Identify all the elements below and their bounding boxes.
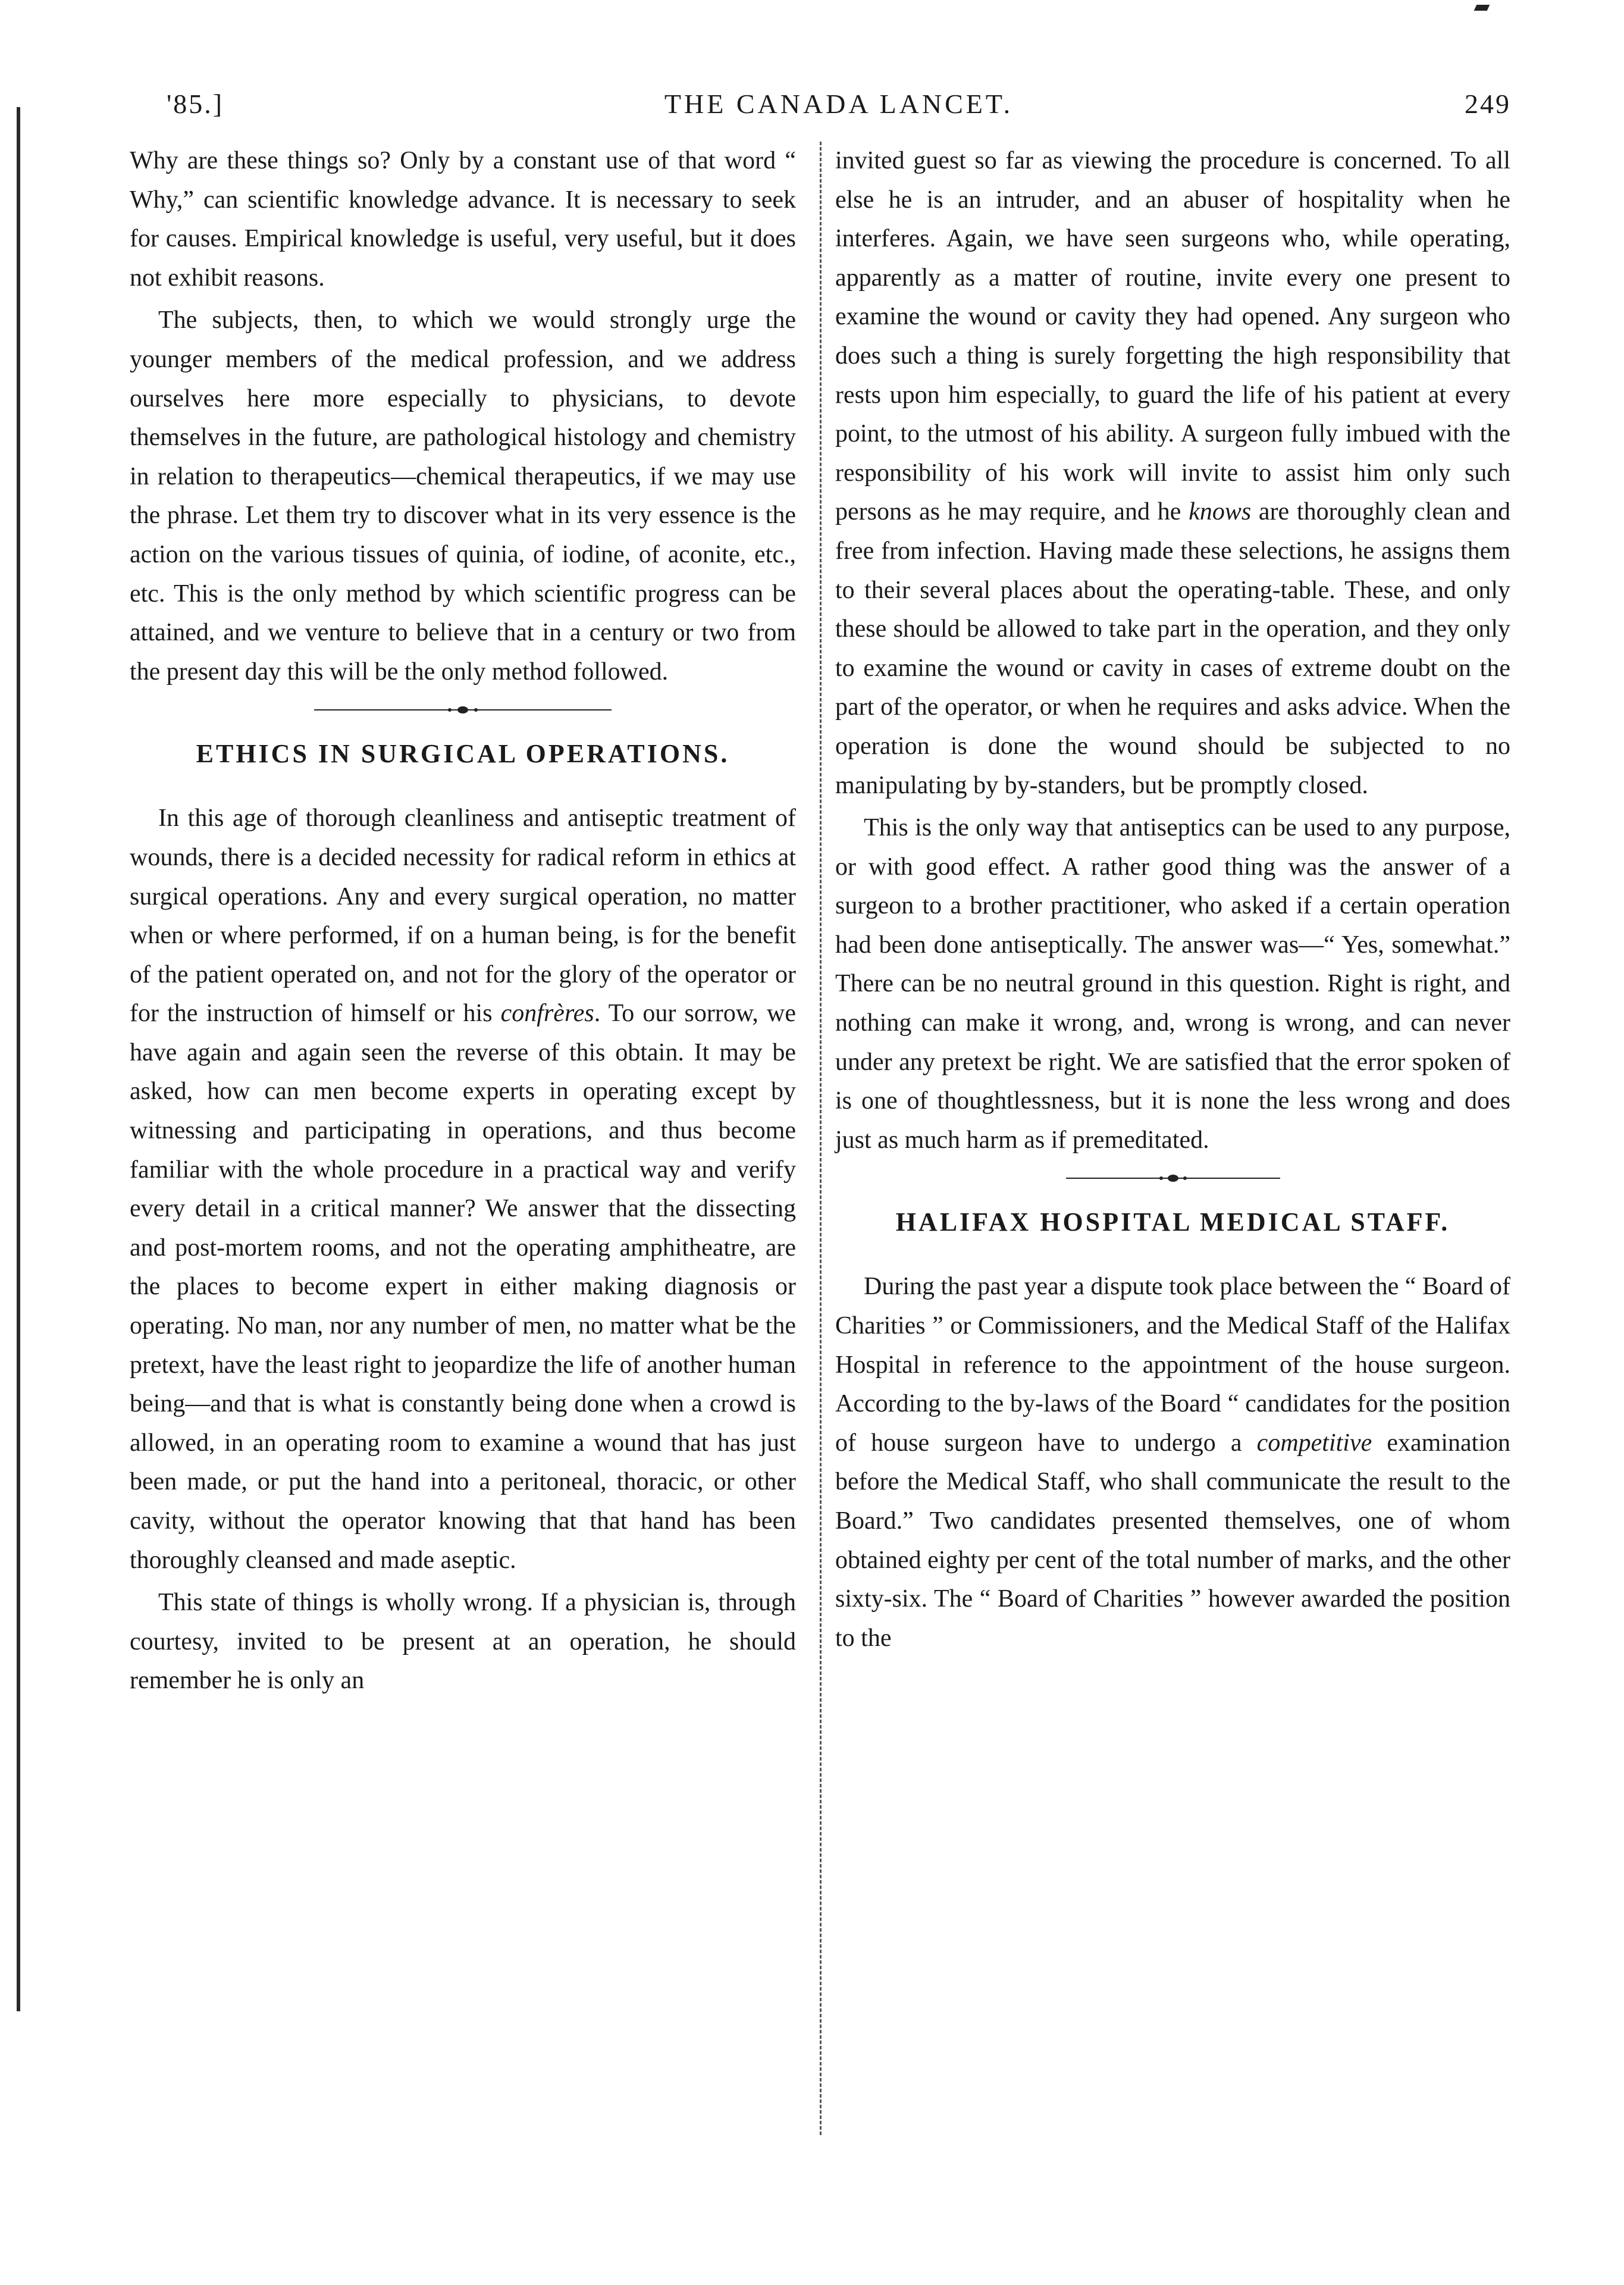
italic-text: competitive xyxy=(1256,1429,1372,1457)
scan-corner-mark xyxy=(1474,5,1490,11)
column-divider xyxy=(820,142,822,2135)
text-run: During the past year a dispute took place between the “ Board of Charities ” or Commissioners, and the Medical Staff of the Halifax Hospital in reference to the appointment of the house surgeon. According to the by-laws of the Board “ candidates for the position of house surgeon have to undergo a xyxy=(835,1273,1510,1457)
text-run: invited guest so far as viewing the procedure is concerned. To all else he is an intruder, and an abuser of hospitality when he interferes. Again, we have seen surgeons who, while operating, apparently as a matter of routine, invite every one present to examine the wound or cavity they had opened. Any surgeon who does such a thing is surely forgetting the high responsibility that rests upon him especially, to guard the life of his patient at every point, to the utmost of his ability. A surgeon fully imbued with the responsibility of his work will invite to assist him only such persons as he may require, and he xyxy=(835,147,1510,526)
paragraph xyxy=(130,799,796,1580)
text-run: In this age of thorough cleanliness and antiseptic treatment of wounds, there is a decided necessity for radical reform in ethics at surgical operations. Any and every surgical operation, no matter when or where performed, if on a human being, is for the benefit of the patient operated on, and not for the glory of the operator or for the instruction of himself or his xyxy=(130,805,796,1028)
section-ornament-rule xyxy=(130,695,796,734)
italic-text: knows xyxy=(1189,498,1252,526)
paragraph: The subjects, then, to which we would strongly urge the younger members of the medical profession, and we address ourselves here more especially to physicians, to devote themselves in the future, are pathological histology and chemistry in relation to therapeutics—chemical therapeutics, if we may use the phrase. Let them try to discover what in its very essence is the action on the various tissues of quinia, of iodine, of aconite, etc., etc. This is the only method by which scientific progress can be attained, and we venture to believe that in a century or two from the present day this will be the only method followed. xyxy=(130,306,796,686)
text-run: . To our sorrow, we have again and again seen the reverse of this obtain. It may be asked, how can men become experts in operating except by witnessing and participating in operations, and thus become familiar with the whole procedure in a practical way and verify every detail in a critical manner? We answer that the dissecting and post-mortem rooms, and not the operating amphitheatre, are the places to become expert in either making diagnosis or operating. No man, nor any number of men, no matter what be the pretext, have the least right to jeopardize the life of another human being—and that is what is constantly being done when a crowd is allowed, in an operating room to examine a wound that has just been made, or put the hand into a peritoneal, thoracic, or other cavity, without the operator knowing that that hand has been thoroughly cleansed and made aseptic. xyxy=(130,1000,797,1574)
section-heading: ETHICS IN SURGICAL OPERATIONS. xyxy=(196,739,730,769)
journal-title: THE CANADA LANCET. xyxy=(664,89,1014,119)
header-year: '85.] xyxy=(167,89,224,119)
text-run: are thoroughly clean and free from infection. Having made these selections, he assigns them to their several places about the operating-table. These, and only these should be allowed to take part in the operation, and they only to examine the wound or cavity in cases of extreme doubt on the part of the operator, or when he requires and asks advice. When the operation is done the wound should be subjected to no manipulating by by-standers, but be promptly closed. xyxy=(835,498,1510,799)
text-run: examination before the Medical Staff, who shall communicate the result to the Board.” Two candidates presented themselves, one of whom obtained eighty per cent of the total number of marks, and the other sixty-six. The “ Board of Charities ” however awarded the position to the xyxy=(835,1429,1510,1652)
italic-text: confrères xyxy=(500,1000,594,1028)
paragraph xyxy=(835,1267,1510,1658)
right-column xyxy=(835,142,1510,1661)
scan-binding-edge xyxy=(17,107,20,2011)
paragraph xyxy=(835,142,1510,805)
page-number: 249 xyxy=(1465,89,1511,119)
paragraph: This is the only way that antiseptics can be used to any purpose, or with good effect. A rather good thing was the answer of a surgeon to a brother practitioner, who asked if a certain operation had been done antiseptically. The answer was—“ Yes, somewhat.” There can be no neutral ground in this question. Right is right, and nothing can make it wrong, and, wrong is wrong, and can never under any pretext be right. We are satisfied that the error spoken of is one of thoughtlessness, but it is none the less wrong and does just as much harm as if premeditated. xyxy=(835,814,1510,1154)
section-heading: HALIFAX HOSPITAL MEDICAL STAFF. xyxy=(895,1207,1450,1237)
paragraph: Why are these things so? Only by a constant use of that word “ Why,” can scientific knowledge advance. It is necessary to seek for causes. Empirical knowledge is useful, very useful, but it does not exhibit reasons. xyxy=(130,147,796,292)
section-ornament-rule xyxy=(835,1163,1510,1203)
paragraph: This state of things is wholly wrong. If a physician is, through courtesy, invited to be present at an operation, he should remember he is only an xyxy=(130,1589,796,1695)
page-header xyxy=(167,88,1511,124)
left-column xyxy=(130,142,796,1704)
